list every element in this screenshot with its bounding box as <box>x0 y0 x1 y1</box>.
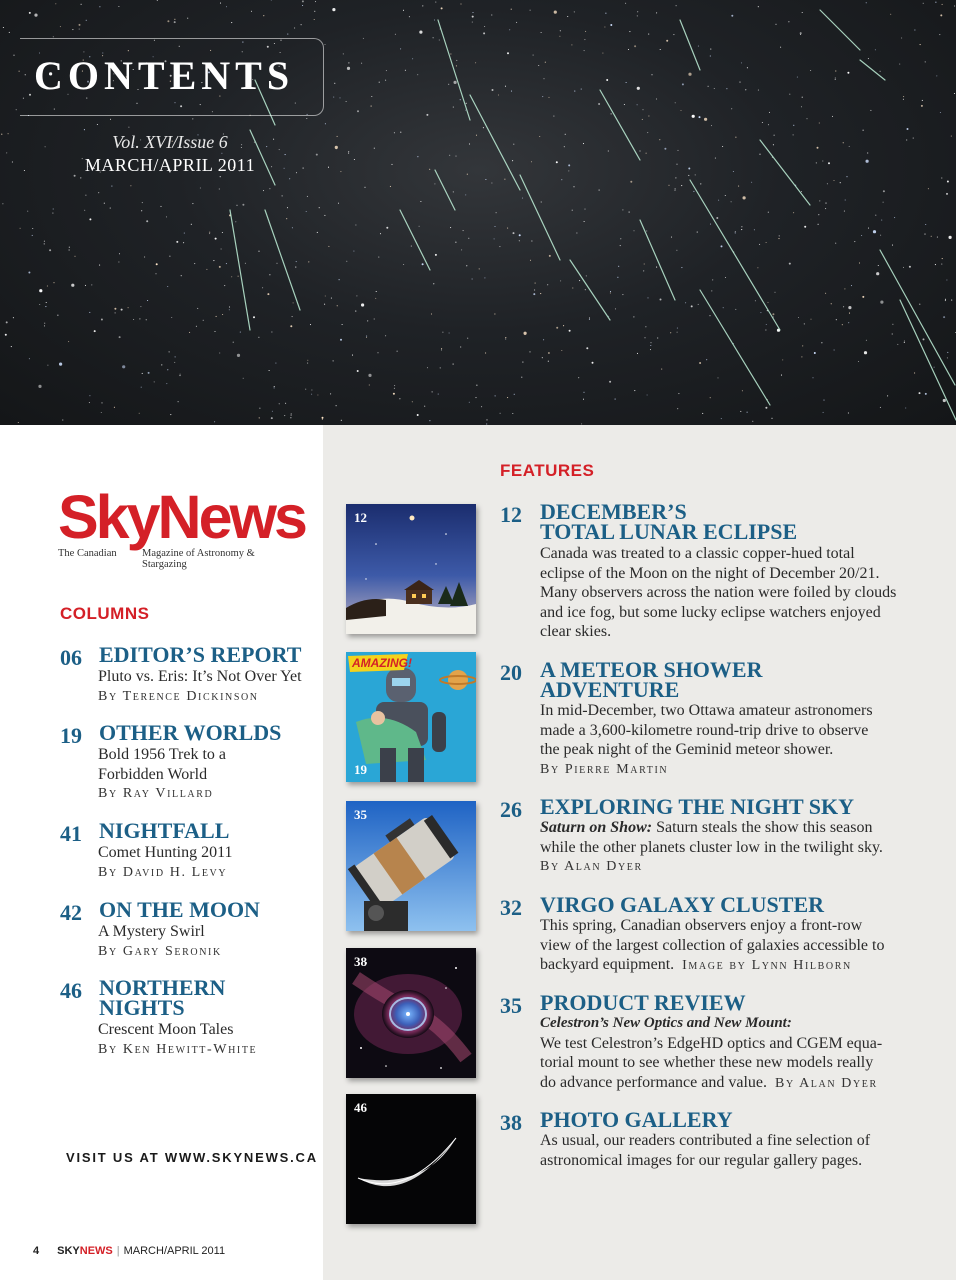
column-description: Forbidden World <box>98 765 208 783</box>
feature-title[interactable]: A METEOR SHOWER ADVENTURE <box>540 657 763 702</box>
page-title: CONTENTS <box>34 53 295 98</box>
column-title[interactable]: NIGHTFALL <box>99 818 230 843</box>
features-heading: FEATURES <box>500 461 595 480</box>
skynews-logo <box>58 483 305 570</box>
thumbnail-eclipse[interactable] <box>346 504 476 634</box>
column-byline: By Gary Seronik <box>98 943 222 959</box>
column-page-number: 06 <box>60 645 82 670</box>
column-entry-on-the-moon[interactable] <box>60 897 320 970</box>
page-footer: 4 SKYNEWS | MARCH/APRIL 2011 <box>33 1245 226 1257</box>
column-byline: By Ken Hewitt-White <box>98 1041 258 1057</box>
column-description: Bold 1956 Trek to a <box>98 746 227 763</box>
feature-page-number: 35 <box>500 993 522 1018</box>
column-title[interactable]: OTHER WORLDS <box>99 720 282 745</box>
column-entry-other-worlds[interactable] <box>60 720 320 813</box>
column-byline: By Ray Villard <box>98 786 214 802</box>
feature-byline: By Pierre Martin <box>540 761 669 777</box>
feature-entry-photo-gallery[interactable] <box>500 1107 920 1180</box>
image-credit: Image by Lynn Hilborn <box>682 958 852 974</box>
feature-description: This spring, Canadian observers enjoy a front-row view of the largest collection of galaxies accessible to backyard equipment. Image by Lynn Hilborn <box>540 917 885 974</box>
feature-page-number: 12 <box>500 502 522 527</box>
feature-entry-product-review[interactable] <box>500 990 920 1093</box>
thumbnail-page-number: 12 <box>354 510 367 525</box>
logo-wordmark: SkyNews <box>58 483 305 551</box>
column-title[interactable]: NORTHERN NIGHTS <box>99 975 226 1020</box>
feature-title[interactable]: PRODUCT REVIEW <box>540 990 746 1015</box>
column-title[interactable]: ON THE MOON <box>99 897 260 922</box>
column-page-number: 19 <box>60 723 82 748</box>
column-entry-northern-nights[interactable] <box>60 975 320 1068</box>
column-page-number: 46 <box>60 978 82 1003</box>
website-link[interactable]: VISIT US AT WWW.SKYNEWS.CA <box>66 1150 318 1165</box>
column-page-number: 41 <box>60 821 82 846</box>
thumbnail-page-number: 19 <box>354 762 367 777</box>
feature-description: Saturn on Show: Saturn steals the show this season while the other planets cluster low in the twilight sky. By Alan Dyer <box>540 818 920 877</box>
hero-starfield-image <box>0 0 956 425</box>
thumbnail-page-number: 35 <box>354 807 367 822</box>
column-entry-nightfall[interactable] <box>60 818 320 891</box>
feature-entry-night-sky[interactable] <box>500 794 920 877</box>
columns-heading: COLUMNS <box>60 604 150 623</box>
feature-title[interactable]: VIRGO GALAXY CLUSTER <box>540 892 825 917</box>
feature-title[interactable]: DECEMBER’S TOTAL LUNAR ECLIPSE <box>540 499 798 544</box>
column-entry-editors-report[interactable] <box>60 642 320 715</box>
thumbnail-robot[interactable] <box>346 652 476 782</box>
column-description: Pluto vs. Eris: It’s Not Over Yet <box>98 668 302 685</box>
feature-byline: By Alan Dyer <box>775 1075 878 1091</box>
feature-page-number: 32 <box>500 895 522 920</box>
issue-date: MARCH/APRIL 2011 <box>84 155 256 175</box>
column-description: Crescent Moon Tales <box>98 1021 234 1038</box>
thumbnail-nebula[interactable] <box>346 948 476 1078</box>
column-title[interactable]: EDITOR’S REPORT <box>99 642 302 667</box>
thumbnail-telescope[interactable] <box>346 801 476 931</box>
feature-byline: By Alan Dyer <box>540 859 643 875</box>
thumbnail-crescent-moon[interactable] <box>346 1094 476 1224</box>
feature-page-number: 20 <box>500 660 522 685</box>
column-page-number: 42 <box>60 900 82 925</box>
amazing-badge: AMAZING! <box>352 656 412 670</box>
column-byline: By David H. Levy <box>98 864 228 880</box>
logo-tagline: The Canadian Magazine of Astronomy & Stargazing <box>58 548 255 570</box>
feature-description: In mid-December, two Ottawa amateur astronomers made a 3,600-kilometre round-trip drive to observe the peak night of the Geminid meteor shower. By Pierre Martin <box>540 701 920 779</box>
feature-description: As usual, our readers contributed a fine selection of astronomical images for our regular gallery pages. <box>540 1132 871 1169</box>
column-description: Comet Hunting 2011 <box>98 844 233 861</box>
feature-entry-lunar-eclipse[interactable] <box>500 499 920 642</box>
feature-title[interactable]: EXPLORING THE NIGHT SKY <box>540 794 854 819</box>
feature-page-number: 38 <box>500 1110 522 1135</box>
feature-description: Canada was treated to a classic copper-hued total eclipse of the Moon on the night of December 20/21. Many observers across the nation were foiled by clouds and ice fog, but some lucky eclipse watchers enjoyed clear skies. <box>540 545 897 641</box>
feature-entry-meteor-shower[interactable] <box>500 657 920 780</box>
footer-issue: MARCH/APRIL 2011 <box>123 1245 226 1257</box>
feature-entry-virgo-cluster[interactable] <box>500 892 920 975</box>
feature-description: Celestron’s New Optics and New Mount: We test Celestron’s EdgeHD optics and CGEM equa- torial mount to see whether these new models really do advance performance and value. By Alan Dyer <box>540 1015 883 1091</box>
feature-page-number: 26 <box>500 797 522 822</box>
feature-title[interactable]: PHOTO GALLERY <box>540 1107 733 1132</box>
column-byline: By Terence Dickinson <box>98 688 259 704</box>
page-number: 4 <box>33 1245 40 1257</box>
thumbnail-page-number: 46 <box>354 1100 367 1115</box>
column-description: A Mystery Swirl <box>98 923 205 940</box>
volume-issue: Vol. XVI/Issue 6 <box>112 132 228 152</box>
thumbnail-page-number: 38 <box>354 954 367 969</box>
